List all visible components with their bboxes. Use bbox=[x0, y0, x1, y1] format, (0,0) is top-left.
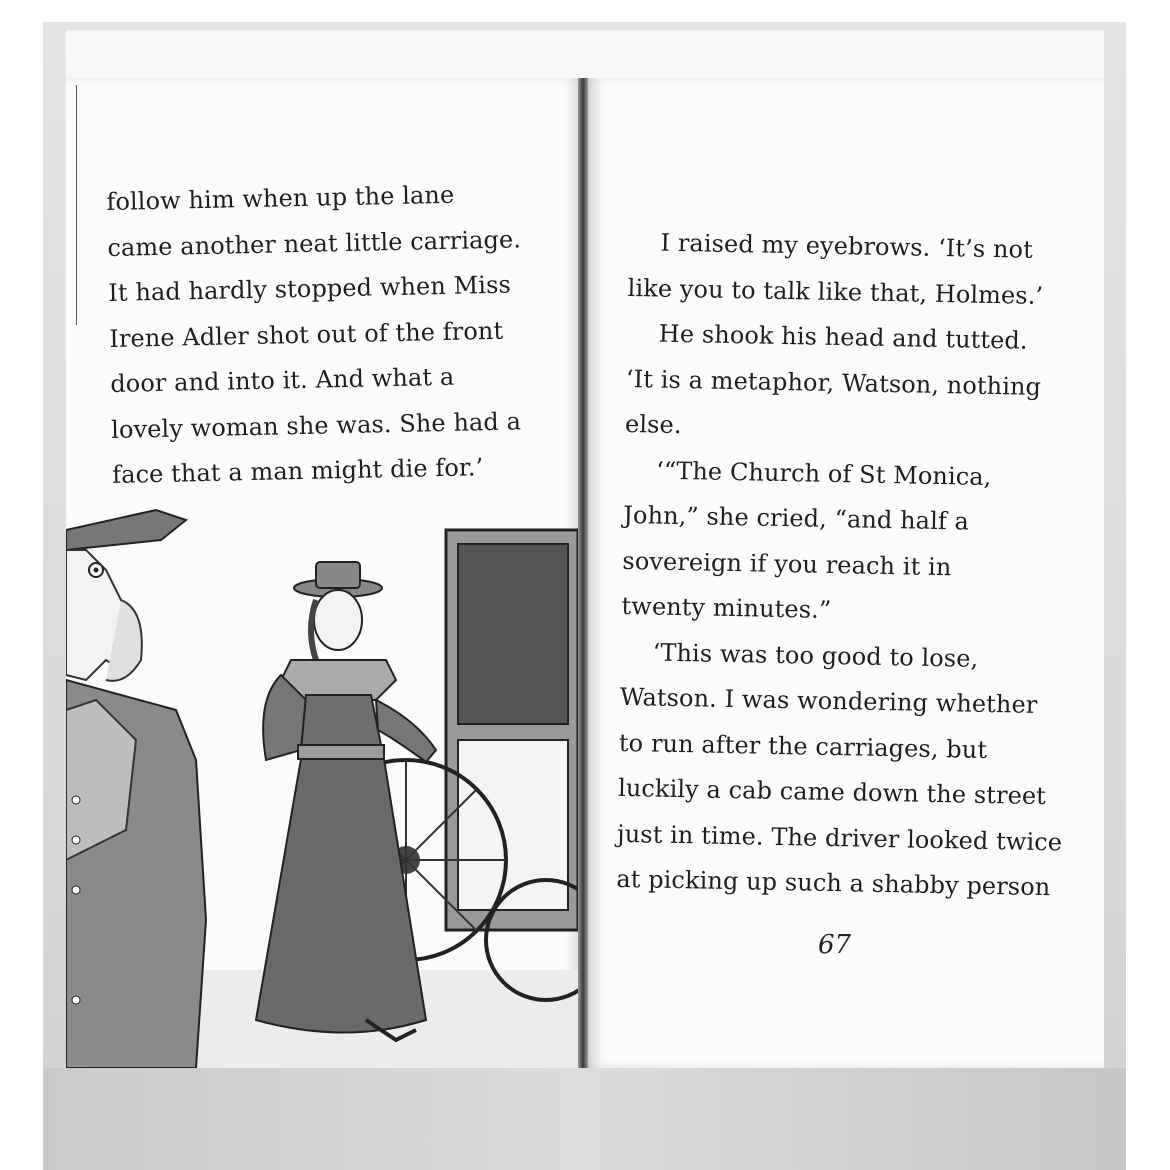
text-line: came another neat little carriage. bbox=[107, 224, 522, 262]
text-line: follow him when up the lane bbox=[106, 180, 455, 216]
left-page-text bbox=[106, 171, 553, 499]
photo-backdrop-bottom bbox=[43, 1068, 1126, 1170]
text-line: else. bbox=[624, 409, 682, 440]
text-line: door and into it. And what a bbox=[109, 362, 455, 398]
text-line: Irene Adler shot out of the front bbox=[109, 316, 504, 353]
text-line: It had hardly stopped when Miss bbox=[108, 270, 512, 307]
text-line: sovereign if you reach it in bbox=[622, 546, 952, 581]
text-line: lovely woman she was. She had a bbox=[110, 406, 522, 444]
text-line: face that a man might die for.’ bbox=[111, 453, 484, 489]
page-number: 67 bbox=[818, 930, 852, 960]
open-book bbox=[66, 30, 1104, 1068]
book-gutter bbox=[578, 78, 588, 1068]
text-line: John,” she cried, “and half a bbox=[623, 500, 970, 536]
text-line: to run after the carriages, but bbox=[618, 728, 988, 764]
text-line: twenty minutes.” bbox=[621, 591, 832, 624]
text-line: Watson. I was wondering whether bbox=[619, 682, 1038, 719]
coachman-figure bbox=[66, 510, 206, 1068]
text-line: luckily a cab came down the street bbox=[617, 773, 1047, 811]
page-edge-line bbox=[76, 85, 77, 325]
text-line: just in time. The driver looked twice bbox=[616, 819, 1063, 856]
text-line: ‘This was too good to lose, bbox=[652, 638, 979, 673]
text-line: I raised my eyebrows. ‘It’s not bbox=[660, 228, 1034, 264]
text-line: He shook his head and tutted. bbox=[658, 319, 1028, 355]
text-line: at picking up such a shabby person bbox=[616, 864, 1051, 902]
text-line: like you to talk like that, Holmes.’ bbox=[627, 273, 1044, 310]
irene-adler-figure bbox=[256, 562, 436, 1040]
text-line: ‘It is a metaphor, Watson, nothing bbox=[625, 364, 1042, 401]
carriage-illustration bbox=[66, 500, 578, 1068]
text-line: ‘“The Church of St Monica, bbox=[655, 456, 992, 491]
right-page-text bbox=[616, 220, 1069, 911]
